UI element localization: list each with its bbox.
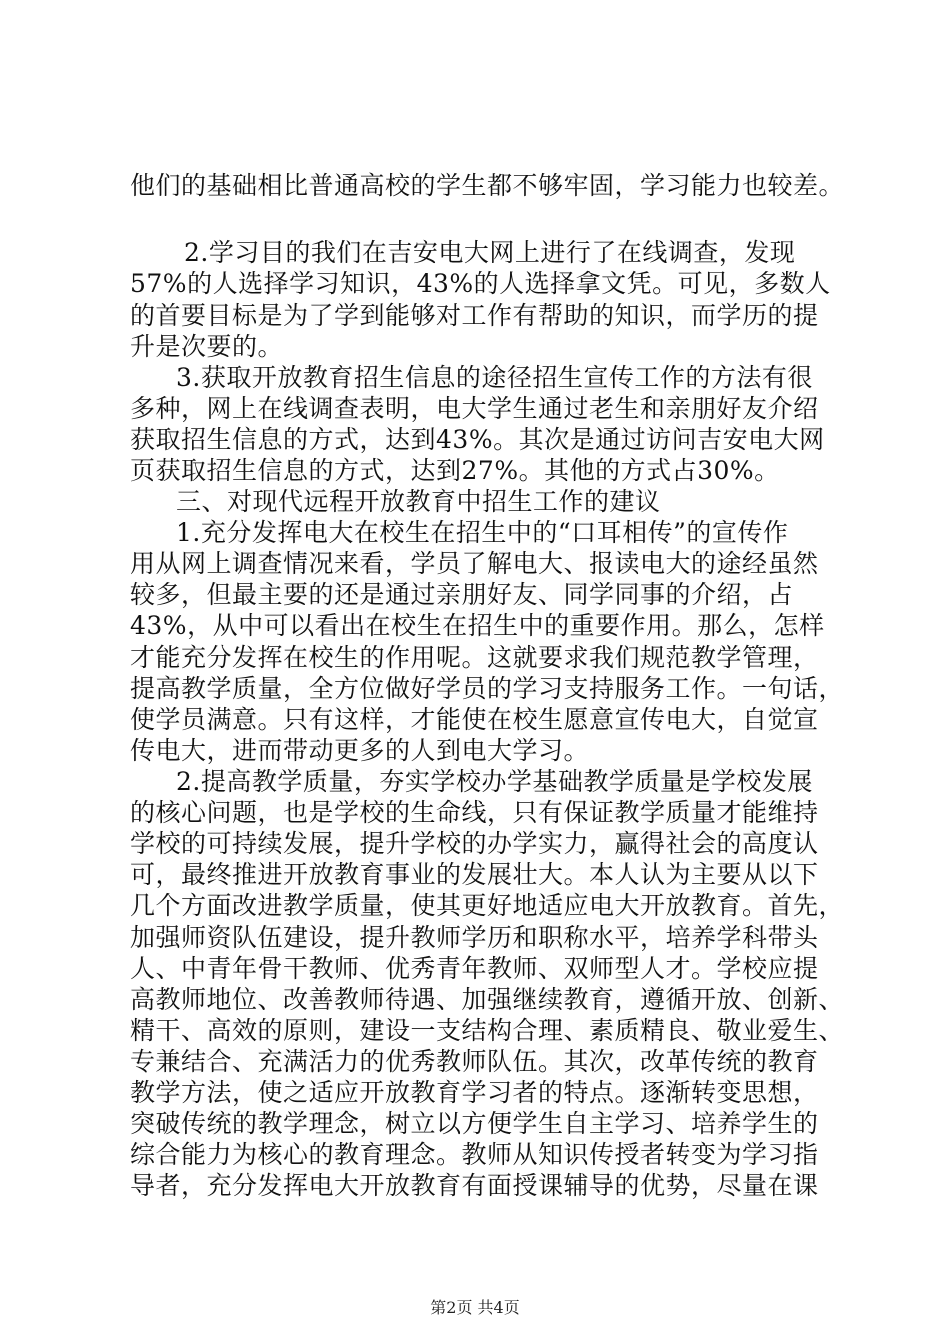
text-line: 2.学习目的我们在吉安电大网上进行了在线调查，发现 xyxy=(184,238,796,267)
text-line: 才能充分发挥在校生的作用呢。这就要求我们规范教学管理， xyxy=(130,643,819,672)
text-line: 导者，充分发挥电大开放教育有面授课辅导的优势，尽量在课 xyxy=(130,1171,819,1200)
text-line: 较多，但最主要的还是通过亲朋好友、同学同事的介绍，占 xyxy=(130,580,794,609)
text-line: 多种，网上在线调查表明，电大学生通过老生和亲朋好友介绍 xyxy=(130,394,819,423)
text-line: 几个方面改进教学质量，使其更好地适应电大开放教育。首先， xyxy=(130,891,845,920)
text-line: 43%，从中可以看出在校生在招生中的重要作用。那么，怎样 xyxy=(130,611,825,640)
text-line: 他们的基础相比普通高校的学生都不够牢固，学习能力也较差。 xyxy=(130,171,845,200)
text-line: 可，最终推进开放教育事业的发展壮大。本人认为主要从以下 xyxy=(130,860,819,889)
text-line: 精干、高效的原则，建设一支结构合理、素质精良、敬业爱生、 xyxy=(130,1016,845,1045)
text-line: 教学方法，使之适应开放教育学习者的特点。逐渐转变思想， xyxy=(130,1078,819,1107)
text-line: 学校的可持续发展，提升学校的办学实力，赢得社会的高度认 xyxy=(130,829,819,858)
text-line: 用从网上调查情况来看，学员了解电大、报读电大的途经虽然 xyxy=(130,549,819,578)
text-line: 高教师地位、改善教师待遇、加强继续教育，遵循开放、创新、 xyxy=(130,985,845,1014)
text-line: 57%的人选择学习知识，43%的人选择拿文凭。可见，多数人 xyxy=(130,269,831,298)
text-line: 加强师资队伍建设，提升教师学历和职称水平，培养学科带头 xyxy=(130,923,819,952)
text-line: 传电大，进而带动更多的人到电大学习。 xyxy=(130,736,590,765)
text-line: 3.获取开放教育招生信息的途径招生宣传工作的方法有很 xyxy=(176,363,813,392)
text-line: 专兼结合、充满活力的优秀教师队伍。其次，改革传统的教育 xyxy=(130,1047,819,1076)
text-line: 2.提高教学质量，夯实学校办学基础教学质量是学校发展 xyxy=(176,767,813,796)
text-line: 的首要目标是为了学到能够对工作有帮助的知识，而学历的提 xyxy=(130,301,819,330)
text-line: 提高教学质量，全方位做好学员的学习支持服务工作。一句话， xyxy=(130,674,845,703)
text-line: 突破传统的教学理念，树立以方便学生自主学习、培养学生的 xyxy=(130,1109,819,1138)
text-line: 升是次要的。 xyxy=(130,332,284,361)
section-heading: 三、对现代远程开放教育中招生工作的建议 xyxy=(176,487,661,516)
text-line: 获取招生信息的方式，达到43%。其次是通过访问吉安电大网 xyxy=(130,425,825,454)
text-line: 综合能力为核心的教育理念。教师从知识传授者转变为学习指 xyxy=(130,1140,819,1169)
text-line: 1.充分发挥电大在校生在招生中的“口耳相传”的宣传作 xyxy=(176,518,789,547)
text-line: 使学员满意。只有这样，才能使在校生愿意宣传电大，自觉宣 xyxy=(130,705,819,734)
page-number: 第2页 共4页 xyxy=(430,1298,520,1317)
text-line: 的核心问题，也是学校的生命线，只有保证教学质量才能维持 xyxy=(130,798,819,827)
text-line: 人、中青年骨干教师、优秀青年教师、双师型人才。学校应提 xyxy=(130,954,819,983)
text-line: 页获取招生信息的方式，达到27%。其他的方式占30%。 xyxy=(130,456,780,485)
